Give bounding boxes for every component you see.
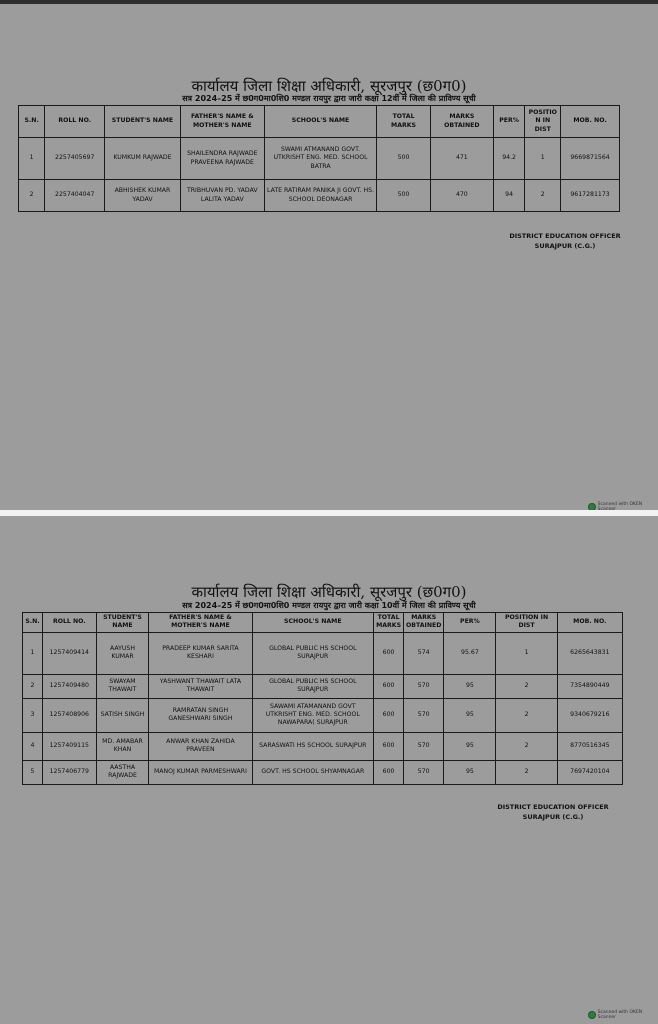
cell-marks-obtained: 471 (430, 138, 493, 180)
district-education-officer-signature (478, 803, 628, 823)
cell-position: 2 (525, 180, 561, 212)
cell-total-marks: 500 (377, 138, 431, 180)
cell-marks-obtained: 574 (404, 632, 444, 674)
cell-sn: 1 (23, 632, 43, 674)
header-position: POSITIO N IN DIST (525, 106, 561, 138)
table-row (23, 674, 623, 698)
merit-list-class-10-page (0, 516, 658, 1024)
cell-marks-obtained: 570 (404, 698, 444, 732)
table-row (23, 732, 623, 760)
officer-title: DISTRICT EDUCATION OFFICER (497, 803, 609, 811)
cell-position: 1 (525, 138, 561, 180)
office-title: कार्यालय जिला शिक्षा अधिकारी, सूरजपुर (छ0ग0) (191, 77, 467, 95)
scanner-logo-icon (588, 1011, 596, 1019)
cell-mobile: 7697420104 (557, 760, 622, 784)
cell-school-name: GLOBAL PUBLIC HS SCHOOL SURAJPUR (252, 632, 374, 674)
merit-table-class-10 (22, 612, 623, 785)
cell-total-marks: 600 (374, 760, 404, 784)
cell-percentage: 95.67 (444, 632, 496, 674)
cell-sn: 2 (23, 674, 43, 698)
cell-mobile: 9617281173 (561, 180, 620, 212)
cell-percentage: 95 (444, 760, 496, 784)
cell-student-name: ABHISHEK KUMAR YADAV (105, 180, 181, 212)
cell-student-name: SATISH SINGH (96, 698, 149, 732)
cell-school-name: SAWAMI ATAMANAND GOVT UTKRISHT ENG. MED. SCHOOL NAWAPARA( SURAJPUR (252, 698, 374, 732)
cell-roll-no: 2257405697 (45, 138, 105, 180)
district-education-officer-signature (490, 232, 640, 252)
header-marks-obtained: MARKS OBTAINED (430, 106, 493, 138)
table-header-row (19, 106, 620, 138)
header-mobile: MOB. NO. (561, 106, 620, 138)
cell-position: 2 (496, 760, 557, 784)
cell-parents-name: SHAILENDRA RAJWADE PRAVEENA RAJWADE (180, 138, 264, 180)
cell-sn: 1 (19, 138, 45, 180)
scanner-watermark (588, 1010, 658, 1020)
table-row (23, 632, 623, 674)
cell-roll-no: 1257406779 (42, 760, 96, 784)
cell-mobile: 9669871564 (561, 138, 620, 180)
header-roll-no: ROLL NO. (42, 613, 96, 633)
scanner-note: Scanned with OKEN Scanner (597, 1010, 643, 1020)
cell-roll-no: 1257409480 (42, 674, 96, 698)
cell-student-name: SWAYAM THAWAIT (96, 674, 149, 698)
officer-location: SURAJPUR (C.G.) (534, 241, 596, 250)
cell-school-name: GLOBAL PUBLIC HS SCHOOL SURAJPUR (252, 674, 374, 698)
cell-mobile: 7354890449 (557, 674, 622, 698)
cell-total-marks: 600 (374, 732, 404, 760)
cell-parents-name: TRIBHUVAN PD. YADAV LALITA YADAV (180, 180, 264, 212)
cell-sn: 4 (23, 732, 43, 760)
header-position: POSITION IN DIST (496, 613, 557, 633)
header-percentage: PER% (493, 106, 525, 138)
cell-student-name: AASTHA RAJWADE (96, 760, 149, 784)
cell-mobile: 6265643831 (557, 632, 622, 674)
cell-percentage: 95 (444, 698, 496, 732)
cell-roll-no: 2257404047 (45, 180, 105, 212)
cell-parents-name: RAMRATAN SINGH GANESHWARI SINGH (149, 698, 252, 732)
merit-list-class-12-page (0, 4, 658, 510)
cell-school-name: GOVT. HS SCHOOL SHYAMNAGAR (252, 760, 374, 784)
cell-percentage: 95 (444, 732, 496, 760)
cell-marks-obtained: 570 (404, 674, 444, 698)
session-line: सत्र 2024–25 में छ0ग0मा0शि0 मण्डल रायपुर द्वारा जारी कक्षा 10वीं में जिला की प्राविण्य सूची (182, 601, 476, 610)
cell-percentage: 94 (493, 180, 525, 212)
cell-mobile: 9340679216 (557, 698, 622, 732)
table-row (23, 760, 623, 784)
header-total-marks: TOTAL MARKS (374, 613, 404, 633)
cell-marks-obtained: 570 (404, 732, 444, 760)
cell-parents-name: PRADEEP KUMAR SARITA KESHARI (149, 632, 252, 674)
cell-roll-no: 1257409414 (42, 632, 96, 674)
cell-student-name: KUMKUM RAJWADE (105, 138, 181, 180)
header-sn: S.N. (19, 106, 45, 138)
officer-title: DISTRICT EDUCATION OFFICER (509, 232, 621, 240)
session-line: सत्र 2024–25 में छ0ग0मा0शि0 मण्डल रायपुर द्वारा जारी कक्षा 12वीं में जिला की प्राविण्य सूची (182, 94, 476, 103)
table-row (19, 180, 620, 212)
cell-percentage: 94.2 (493, 138, 525, 180)
cell-roll-no: 1257408906 (42, 698, 96, 732)
cell-sn: 5 (23, 760, 43, 784)
header-parents-name: FATHER'S NAME & MOTHER'S NAME (149, 613, 252, 633)
cell-parents-name: MANOJ KUMAR PARMESHWARI (149, 760, 252, 784)
header-student-name: STUDENT'S NAME (96, 613, 149, 633)
cell-school-name: SARASWATI HS SCHOOL SURAJPUR (252, 732, 374, 760)
cell-parents-name: ANWAR KHAN ZAHIDA PRAVEEN (149, 732, 252, 760)
cell-student-name: AAYUSH KUMAR (96, 632, 149, 674)
table-row (19, 138, 620, 180)
cell-position: 2 (496, 698, 557, 732)
header-school-name: SCHOOL'S NAME (264, 106, 376, 138)
header-roll-no: ROLL NO. (45, 106, 105, 138)
cell-roll-no: 1257409115 (42, 732, 96, 760)
header-sn: S.N. (23, 613, 43, 633)
header-marks-obtained: MARKS OBTAINED (404, 613, 444, 633)
cell-position: 2 (496, 674, 557, 698)
header-school-name: SCHOOL'S NAME (252, 613, 374, 633)
cell-school-name: LATE RATIRAM PANIKA JI GOVT. HS. SCHOOL DEONAGAR (264, 180, 376, 212)
cell-position: 2 (496, 732, 557, 760)
merit-table-class-12 (18, 105, 620, 212)
cell-marks-obtained: 570 (404, 760, 444, 784)
cell-total-marks: 600 (374, 632, 404, 674)
officer-location: SURAJPUR (C.G.) (522, 812, 584, 821)
header-percentage: PER% (444, 613, 496, 633)
scanner-note: Scanned with OKEN (597, 502, 643, 507)
office-title: कार्यालय जिला शिक्षा अधिकारी, सूरजपुर (छ0ग0) (191, 583, 467, 601)
cell-total-marks: 600 (374, 698, 404, 732)
table-header-row (23, 613, 623, 633)
cell-sn: 3 (23, 698, 43, 732)
cell-parents-name: YASHWANT THAWAIT LATA THAWAIT (149, 674, 252, 698)
cell-total-marks: 600 (374, 674, 404, 698)
cell-sn: 2 (19, 180, 45, 212)
header-parents-name: FATHER'S NAME & MOTHER'S NAME (180, 106, 264, 138)
cell-mobile: 8770516345 (557, 732, 622, 760)
cell-total-marks: 500 (377, 180, 431, 212)
cell-percentage: 95 (444, 674, 496, 698)
header-total-marks: TOTAL MARKS (377, 106, 431, 138)
cell-school-name: SWAMI ATMANAND GOVT. UTKRISHT ENG. MED. SCHOOL BATRA (264, 138, 376, 180)
cell-student-name: MD. AMABAR KHAN (96, 732, 149, 760)
cell-marks-obtained: 470 (430, 180, 493, 212)
header-student-name: STUDENT'S NAME (105, 106, 181, 138)
header-mobile: MOB. NO. (557, 613, 622, 633)
cell-position: 1 (496, 632, 557, 674)
table-row (23, 698, 623, 732)
